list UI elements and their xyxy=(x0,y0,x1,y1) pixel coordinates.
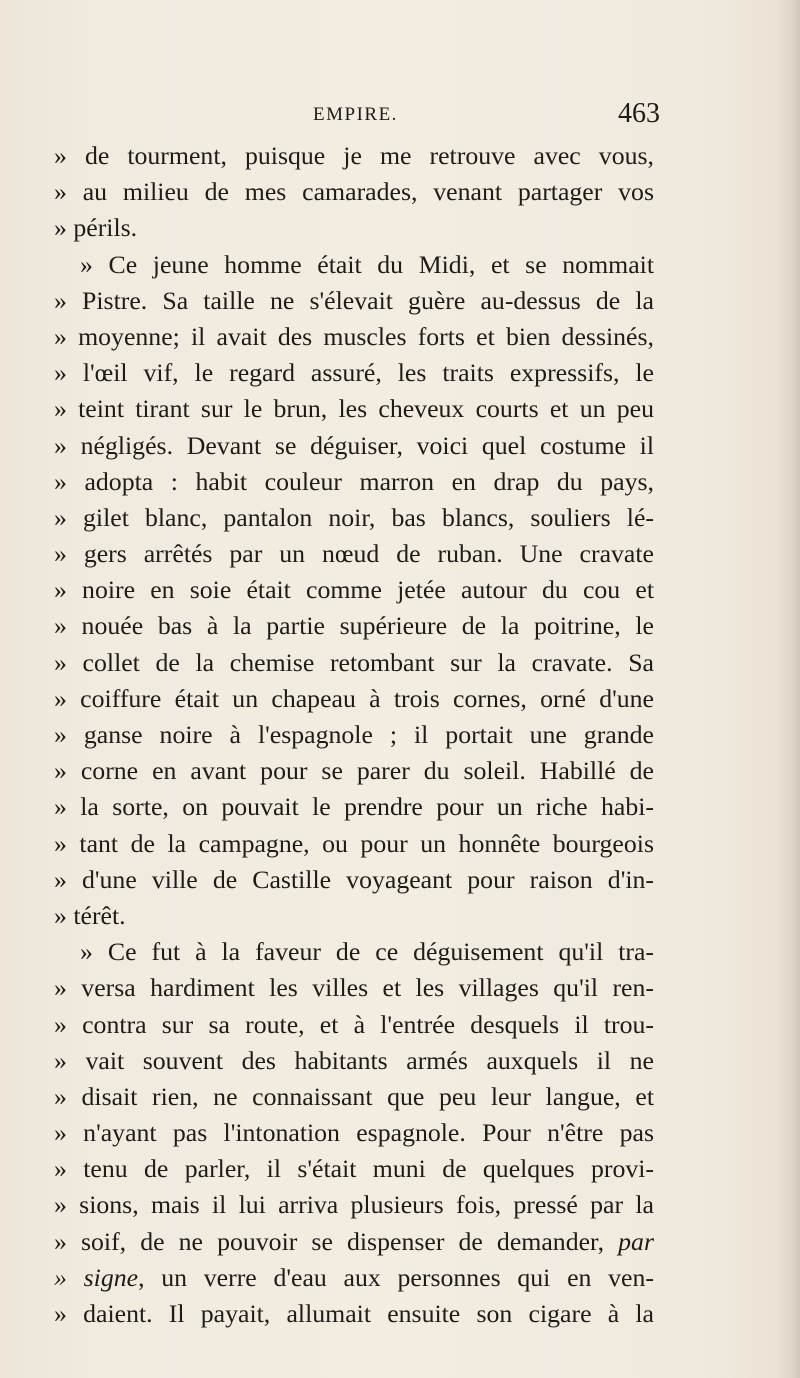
text-line: » l'œil vif, le regard assuré, les traits expressifs, le xyxy=(54,358,654,388)
text-line xyxy=(54,1260,654,1296)
text-line: » au milieu de mes camarades, venant partager vos xyxy=(54,177,654,207)
text-line: » ganse noire à l'espagnole ; il portait une grande xyxy=(54,720,654,749)
text-line: » teint tirant sur le brun, les cheveux courts et un peu xyxy=(54,394,654,424)
text-line: » adopta : habit couleur marron en drap du pays, xyxy=(54,466,654,496)
body-text xyxy=(54,138,654,1332)
text-line: » n'ayant pas l'intonation espagnole. Pour n'être pas xyxy=(54,1118,654,1148)
text-line: » collet de la chemise retombant sur la cravate. Sa xyxy=(54,647,654,677)
text-line: » nouée bas à la partie supérieure de la poitrine, le xyxy=(54,611,654,641)
text-line: » corne en avant pour se parer du soleil. Habillé de xyxy=(54,756,654,786)
text-line xyxy=(54,1224,654,1260)
text-line: » d'une ville de Castille voyageant pour raison d'in- xyxy=(54,864,654,894)
text-line: » noire en soie était comme jetée autour du cou et xyxy=(54,575,654,605)
text-line: » vait souvent des habitants armés auxquels il ne xyxy=(54,1045,654,1075)
text-line: » daient. Il payait, allumait ensuite son cigare à la xyxy=(54,1299,654,1328)
running-title: EMPIRE. xyxy=(313,104,398,125)
text-line: » périls. xyxy=(54,213,138,243)
text-line: » gilet blanc, pantalon noir, bas blancs, souliers lé- xyxy=(54,502,654,532)
text-line: » Ce jeune homme était du Midi, et se nommait xyxy=(80,249,654,279)
text-line: » coiffure était un chapeau à trois cornes, orné d'une xyxy=(54,683,654,713)
text-line-roman: , un verre d'eau aux personnes qui en ven- xyxy=(138,1262,654,1292)
text-line-italic: » signe xyxy=(54,1262,139,1292)
text-line: » gers arrêtés par un nœud de ruban. Une cravate xyxy=(54,539,654,569)
text-line-italic: par xyxy=(618,1226,654,1256)
text-line: » la sorte, on pouvait le prendre pour un riche habi- xyxy=(54,792,654,822)
text-line: » Ce fut à la faveur de ce déguisement qu'il tra- xyxy=(80,937,654,967)
text-line: » Pistre. Sa taille ne s'élevait guère au-dessus de la xyxy=(54,285,654,315)
text-line: » tenu de parler, il s'était muni de quelques provi- xyxy=(54,1154,654,1184)
text-line: » térêt. xyxy=(54,900,126,930)
text-line: » de tourment, puisque je me retrouve avec vous, xyxy=(54,141,654,170)
running-header xyxy=(0,98,800,128)
page-number: 463 xyxy=(618,98,660,129)
page-edge-shadow xyxy=(774,0,800,1378)
text-line: » négligés. Devant se déguiser, voici quel costume il xyxy=(54,430,654,460)
text-line-roman: » soif, de ne pouvoir se dispenser de demander, xyxy=(54,1226,605,1256)
text-line: » moyenne; il avait des muscles forts et bien dessinés, xyxy=(54,321,654,351)
text-line: » versa hardiment les villes et les villages qu'il ren- xyxy=(54,973,654,1003)
text-line: » sions, mais il lui arriva plusieurs fois, pressé par la xyxy=(54,1190,654,1220)
text-line: » contra sur sa route, et à l'entrée desquels il trou- xyxy=(54,1009,654,1039)
text-line: » tant de la campagne, ou pour un honnête bourgeois xyxy=(54,828,654,858)
text-line: » disait rien, ne connaissant que peu leur langue, et xyxy=(54,1081,654,1111)
